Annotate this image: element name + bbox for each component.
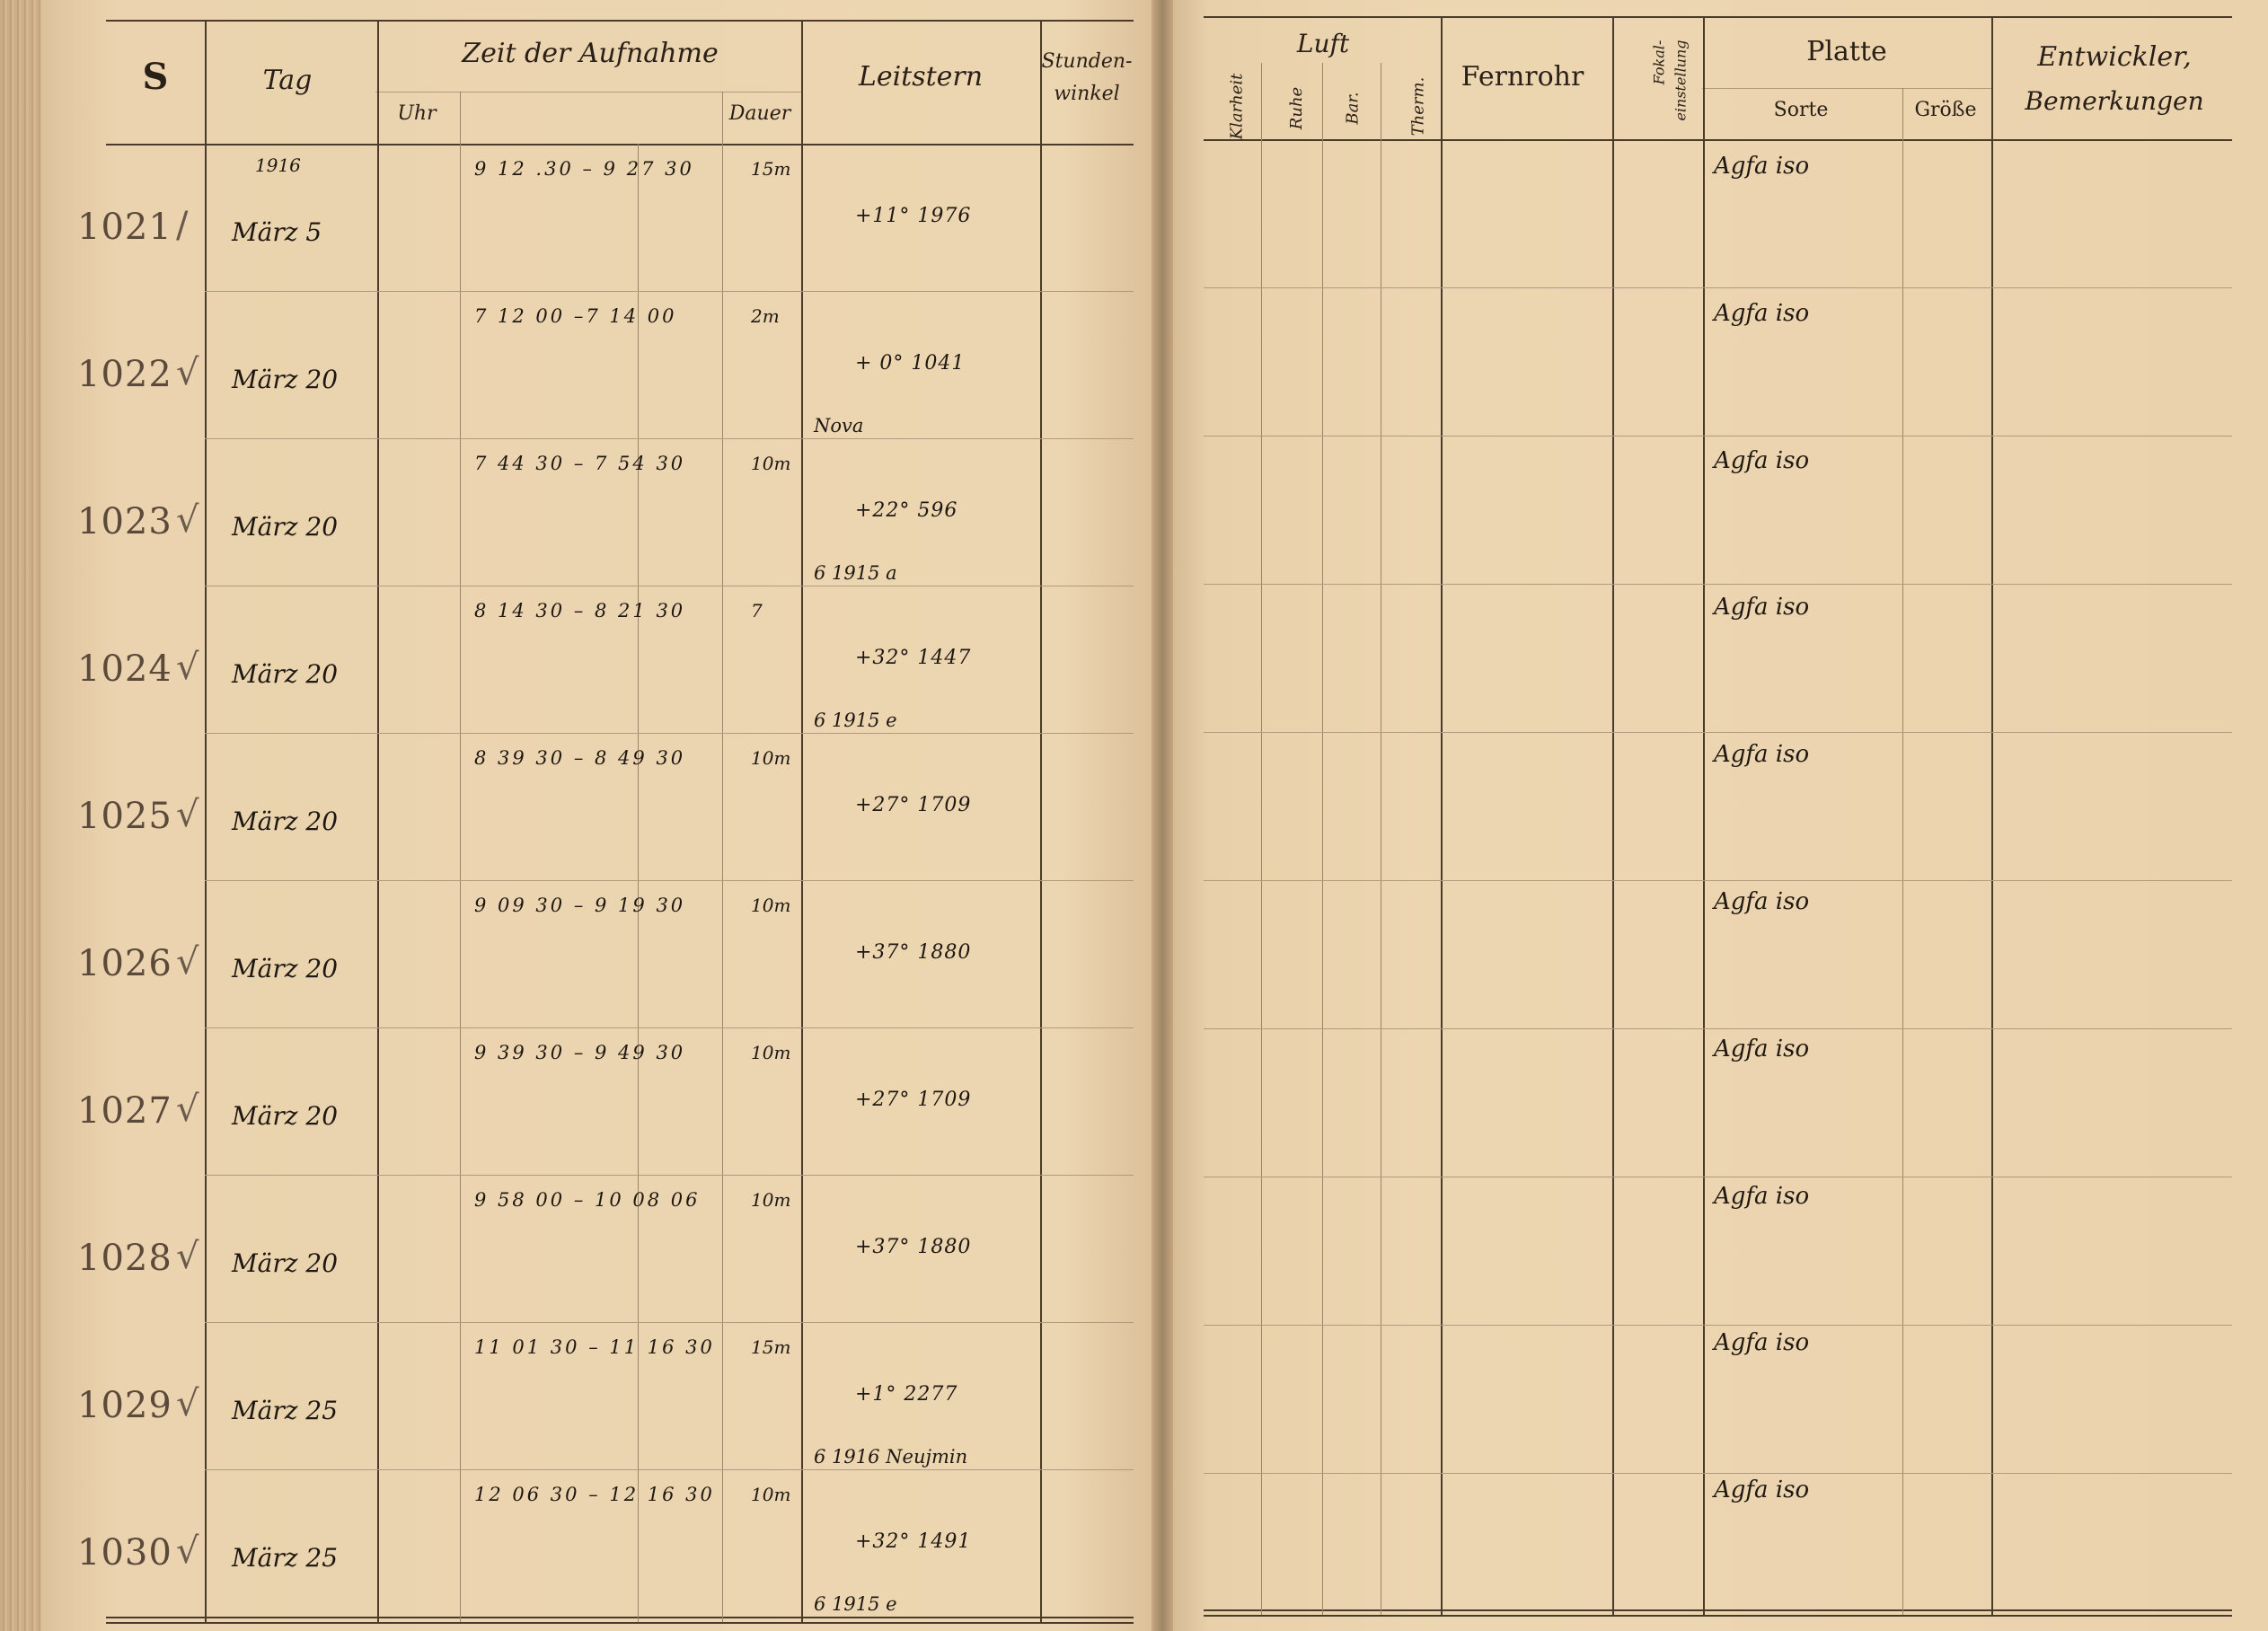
grid-hline bbox=[1204, 287, 2232, 288]
header-ruhe: Ruhe bbox=[1287, 86, 1307, 130]
plate-type: Agfa iso bbox=[1714, 1329, 1810, 1357]
grid-hline bbox=[106, 1617, 1134, 1618]
guide-star: +11° 1976 bbox=[855, 205, 972, 227]
header-uhr: Uhr bbox=[397, 102, 437, 125]
exposure-time: 11 01 30 – 11 16 30 bbox=[474, 1336, 715, 1358]
plate-number: 1026 bbox=[77, 943, 172, 984]
grid-hline bbox=[1204, 584, 2232, 585]
check-mark: √ bbox=[176, 1530, 199, 1572]
guide-star: +32° 1447 bbox=[855, 647, 972, 669]
grid-vline bbox=[638, 144, 639, 1622]
header-s: S bbox=[142, 56, 169, 98]
exposure-duration: 15m bbox=[751, 158, 791, 180]
header-fokal-1: Fokal- bbox=[1650, 40, 1668, 85]
plate-type: Agfa iso bbox=[1714, 1035, 1810, 1062]
object-note: 6 1915 e bbox=[814, 710, 897, 731]
grid-vline bbox=[205, 20, 207, 1622]
grid-hline bbox=[205, 880, 1134, 881]
date-tag: März 20 bbox=[232, 365, 339, 394]
plate-type: Agfa iso bbox=[1714, 153, 1810, 180]
page-stack-edge bbox=[0, 0, 41, 1631]
plate-number: 1022 bbox=[77, 354, 172, 395]
plate-number: 1030 bbox=[77, 1532, 172, 1574]
plate-number: 1029 bbox=[77, 1385, 172, 1426]
plate-type: Agfa iso bbox=[1714, 1477, 1810, 1504]
check-mark: √ bbox=[176, 499, 199, 541]
exposure-duration: 15m bbox=[751, 1336, 791, 1358]
exposure-duration: 10m bbox=[751, 1484, 791, 1505]
grid-vline bbox=[1991, 16, 1993, 1615]
grid-hline bbox=[106, 144, 1134, 145]
exposure-time: 9 39 30 – 9 49 30 bbox=[474, 1042, 686, 1063]
date-tag: März 20 bbox=[232, 1248, 339, 1278]
grid-hline bbox=[1204, 732, 2232, 733]
date-tag: März 20 bbox=[232, 1101, 339, 1131]
grid-hline bbox=[1204, 16, 2232, 18]
header-therm: Therm. bbox=[1408, 76, 1428, 137]
date-tag: März 5 bbox=[232, 217, 322, 247]
exposure-duration: 10m bbox=[751, 453, 791, 474]
header-klarheit: Klarheit bbox=[1227, 73, 1247, 140]
grid-vline bbox=[460, 92, 461, 1622]
exposure-time: 7 12 00 –7 14 00 bbox=[474, 305, 677, 327]
object-note: 6 1915 e bbox=[814, 1593, 897, 1615]
grid-hline bbox=[1702, 88, 1991, 89]
exposure-time: 9 09 30 – 9 19 30 bbox=[474, 895, 686, 916]
grid-hline bbox=[205, 1027, 1134, 1028]
header-fokal-2: einstellung bbox=[1672, 40, 1690, 121]
plate-number: 1027 bbox=[77, 1090, 172, 1132]
exposure-time: 7 44 30 – 7 54 30 bbox=[474, 453, 686, 474]
grid-hline bbox=[205, 1175, 1134, 1176]
grid-vline bbox=[1902, 88, 1903, 1615]
check-mark: √ bbox=[176, 941, 199, 983]
date-tag: März 20 bbox=[232, 659, 339, 689]
grid-vline bbox=[801, 20, 803, 1622]
grid-hline bbox=[205, 291, 1134, 292]
grid-hline bbox=[1204, 1473, 2232, 1474]
header-entwickler: Entwickler, bbox=[2037, 41, 2192, 73]
header-dauer: Dauer bbox=[728, 102, 791, 125]
header-platte: Platte bbox=[1806, 36, 1887, 67]
plate-number: 1021 bbox=[77, 207, 172, 248]
guide-star: +37° 1880 bbox=[855, 1236, 972, 1258]
header-sorte: Sorte bbox=[1773, 99, 1829, 121]
plate-type: Agfa iso bbox=[1714, 594, 1810, 622]
exposure-duration: 10m bbox=[751, 1042, 791, 1063]
grid-vline bbox=[1040, 20, 1042, 1622]
exposure-duration: 10m bbox=[751, 1189, 791, 1211]
header-stundenwinkel-1: Stunden- bbox=[1041, 50, 1133, 73]
plate-number: 1028 bbox=[77, 1238, 172, 1279]
plate-type: Agfa iso bbox=[1714, 741, 1810, 769]
guide-star: +1° 2277 bbox=[855, 1383, 958, 1406]
grid-vline bbox=[1612, 16, 1614, 1615]
exposure-time: 9 12 .30 – 9 27 30 bbox=[474, 158, 694, 180]
check-mark: / bbox=[176, 205, 189, 246]
exposure-time: 12 06 30 – 12 16 30 bbox=[474, 1484, 715, 1505]
grid-hline bbox=[205, 1469, 1134, 1470]
guide-star: +32° 1491 bbox=[855, 1530, 972, 1553]
book-gutter bbox=[1152, 0, 1173, 1631]
check-mark: √ bbox=[176, 794, 199, 835]
exposure-duration: 10m bbox=[751, 747, 791, 769]
grid-hline bbox=[106, 20, 1134, 22]
exposure-duration: 7 bbox=[751, 600, 763, 622]
check-mark: √ bbox=[176, 647, 199, 688]
grid-hline bbox=[205, 1322, 1134, 1323]
guide-star: +27° 1709 bbox=[855, 1089, 972, 1111]
date-tag: März 25 bbox=[232, 1396, 339, 1425]
date-tag: März 20 bbox=[232, 954, 339, 983]
header-groesse: Größe bbox=[1914, 99, 1977, 121]
header-bemerkungen: Bemerkungen bbox=[2025, 86, 2204, 116]
grid-hline bbox=[1204, 139, 2232, 141]
header-zeit: Zeit der Aufnahme bbox=[462, 38, 719, 69]
plate-type: Agfa iso bbox=[1714, 1182, 1810, 1210]
guide-star: +37° 1880 bbox=[855, 941, 972, 964]
exposure-time: 8 14 30 – 8 21 30 bbox=[474, 600, 686, 622]
right-page bbox=[1173, 0, 2268, 1631]
grid-vline bbox=[722, 92, 723, 1622]
grid-hline bbox=[1204, 1325, 2232, 1326]
grid-vline bbox=[1441, 16, 1443, 1615]
plate-number: 1024 bbox=[77, 648, 172, 690]
exposure-time: 9 58 00 – 10 08 06 bbox=[474, 1189, 701, 1211]
plate-type: Agfa iso bbox=[1714, 888, 1810, 915]
grid-hline bbox=[1204, 880, 2232, 881]
plate-type: Agfa iso bbox=[1714, 299, 1810, 327]
header-stundenwinkel-2: winkel bbox=[1054, 83, 1120, 105]
grid-vline bbox=[1703, 16, 1705, 1615]
grid-hline bbox=[106, 1622, 1134, 1624]
check-mark: √ bbox=[176, 352, 199, 393]
header-fernrohr: Fernrohr bbox=[1461, 61, 1584, 93]
object-note: 6 1915 a bbox=[814, 562, 897, 584]
check-mark: √ bbox=[176, 1383, 199, 1424]
grid-hline bbox=[1204, 1028, 2232, 1029]
header-leitstern: Leitstern bbox=[858, 61, 984, 93]
grid-vline bbox=[377, 20, 379, 1622]
grid-hline bbox=[1204, 1615, 2232, 1617]
grid-vline bbox=[1322, 63, 1323, 1615]
object-note: Nova bbox=[814, 415, 864, 436]
check-mark: √ bbox=[176, 1236, 199, 1277]
guide-star: + 0° 1041 bbox=[855, 352, 966, 375]
grid-vline bbox=[1261, 63, 1262, 1615]
grid-hline bbox=[205, 733, 1134, 734]
year-label: 1916 bbox=[255, 154, 301, 176]
plate-type: Agfa iso bbox=[1714, 446, 1810, 474]
grid-hline bbox=[375, 92, 802, 93]
exposure-duration: 10m bbox=[751, 895, 791, 916]
exposure-time: 8 39 30 – 8 49 30 bbox=[474, 747, 686, 769]
grid-hline bbox=[1204, 1609, 2232, 1611]
header-tag: Tag bbox=[262, 65, 313, 96]
date-tag: März 20 bbox=[232, 512, 339, 542]
header-bar: Bar. bbox=[1343, 92, 1363, 125]
plate-number: 1023 bbox=[77, 501, 172, 542]
guide-star: +22° 596 bbox=[855, 499, 958, 522]
check-mark: √ bbox=[176, 1089, 199, 1130]
header-luft: Luft bbox=[1296, 29, 1350, 58]
grid-hline bbox=[205, 438, 1134, 439]
object-note: 6 1916 Neujmin bbox=[814, 1446, 968, 1468]
exposure-duration: 2m bbox=[751, 305, 780, 327]
date-tag: März 25 bbox=[232, 1543, 339, 1573]
guide-star: +27° 1709 bbox=[855, 794, 972, 816]
date-tag: März 20 bbox=[232, 807, 339, 836]
plate-number: 1025 bbox=[77, 796, 172, 837]
